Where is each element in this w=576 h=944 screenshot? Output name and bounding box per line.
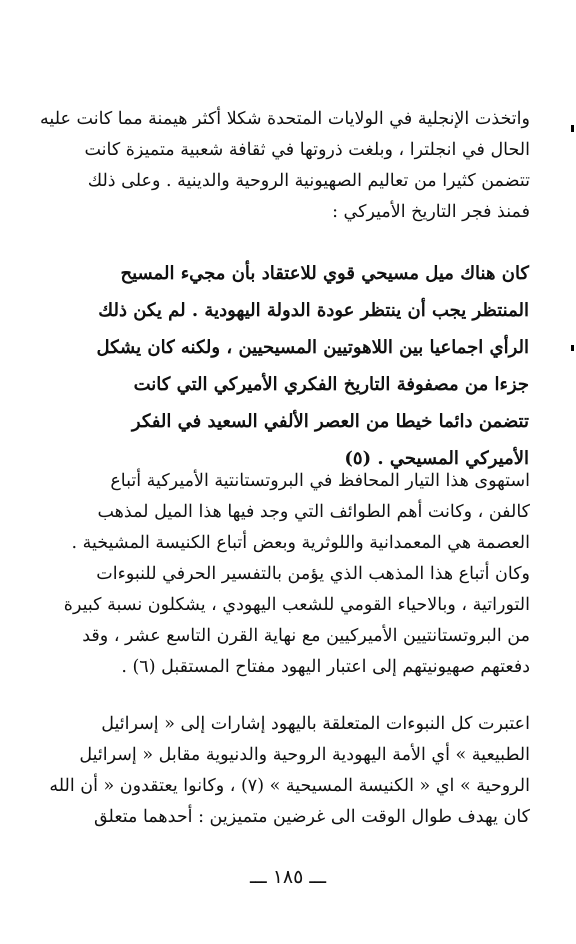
text-line: وكان أتباع هذا المذهب الذي يؤمن بالتفسير الحرفي للنبوءات	[96, 564, 530, 584]
text-line: من البروتستانتيين الأميركيين مع نهاية القرن التاسع عشر ، وقد	[82, 626, 530, 646]
margin-mark	[571, 125, 574, 132]
quote-line: جزءا من مصفوفة التاريخ الفكري الأميركي التي كانت	[133, 374, 529, 395]
text-line: دفعتهم صهيونيتهم إلى اعتبار اليهود مفتاح المستقبل (٦) .	[121, 657, 530, 677]
text-line: التوراتية ، وبالاحياء القومي للشعب اليهودي ، يشكلون نسبة كبيرة	[63, 595, 530, 615]
block-quote	[80, 255, 529, 477]
text-line: كالفن ، وكانت أهم الطوائف التي وجد فيها هذا الميل لمذهب	[97, 502, 530, 522]
text-line: الطبيعية » أي الأمة اليهودية الروحية والدنيوية مقابل « إسرائيل	[79, 745, 530, 765]
paragraph-2	[63, 466, 530, 683]
quote-line: كان هناك ميل مسيحي قوي للاعتقاد بأن مجيء المسيح	[120, 263, 529, 284]
quote-line: تتضمن دائما خيطا من العصر الألفي السعيد في الفكر	[131, 411, 529, 432]
margin-mark	[571, 345, 574, 351]
text-line: العصمة هي المعمدانية واللوثرية وبعض أتباع الكنيسة المشيخية .	[71, 533, 530, 553]
text-line: فمنذ فجر التاريخ الأميركي :	[332, 202, 530, 222]
text-line: استهوى هذا التيار المحافظ في البروتستانتية الأميركية أتباع	[110, 471, 530, 491]
page-number: ـــ ١٨٥ ـــ	[249, 866, 327, 888]
paragraph-3	[49, 709, 530, 833]
text-line: كان يهدف طوال الوقت الى غرضين متميزين : أحدهما متعلق	[93, 807, 530, 827]
paragraph-1	[40, 104, 530, 228]
text-line: الروحية » اي « الكنيسة المسيحية » (٧) ، وكانوا يعتقدون « أن الله	[49, 776, 530, 796]
text-line: واتخذت الإنجلية في الولايات المتحدة شكلا أكثر هيمنة مما كانت عليه	[40, 109, 530, 129]
quote-line: المنتظر يجب أن ينتظر عودة الدولة اليهودية . لم يكن ذلك	[98, 300, 529, 321]
text-line: اعتبرت كل النبوءات المتعلقة باليهود إشارات إلى « إسرائيل	[101, 714, 530, 734]
quote-line: الرأي اجماعيا بين اللاهوتيين المسيحيين ، ولكنه كان يشكل	[96, 337, 529, 358]
text-line: الحال في انجلترا ، وبلغت ذروتها في ثقافة شعبية متميزة كانت	[84, 140, 530, 160]
text-line: تتضمن كثيرا من تعاليم الصهيونية الروحية والدينية . وعلى ذلك	[87, 171, 530, 191]
quote-line: الأميركي المسيحي . (٥)	[344, 448, 529, 469]
